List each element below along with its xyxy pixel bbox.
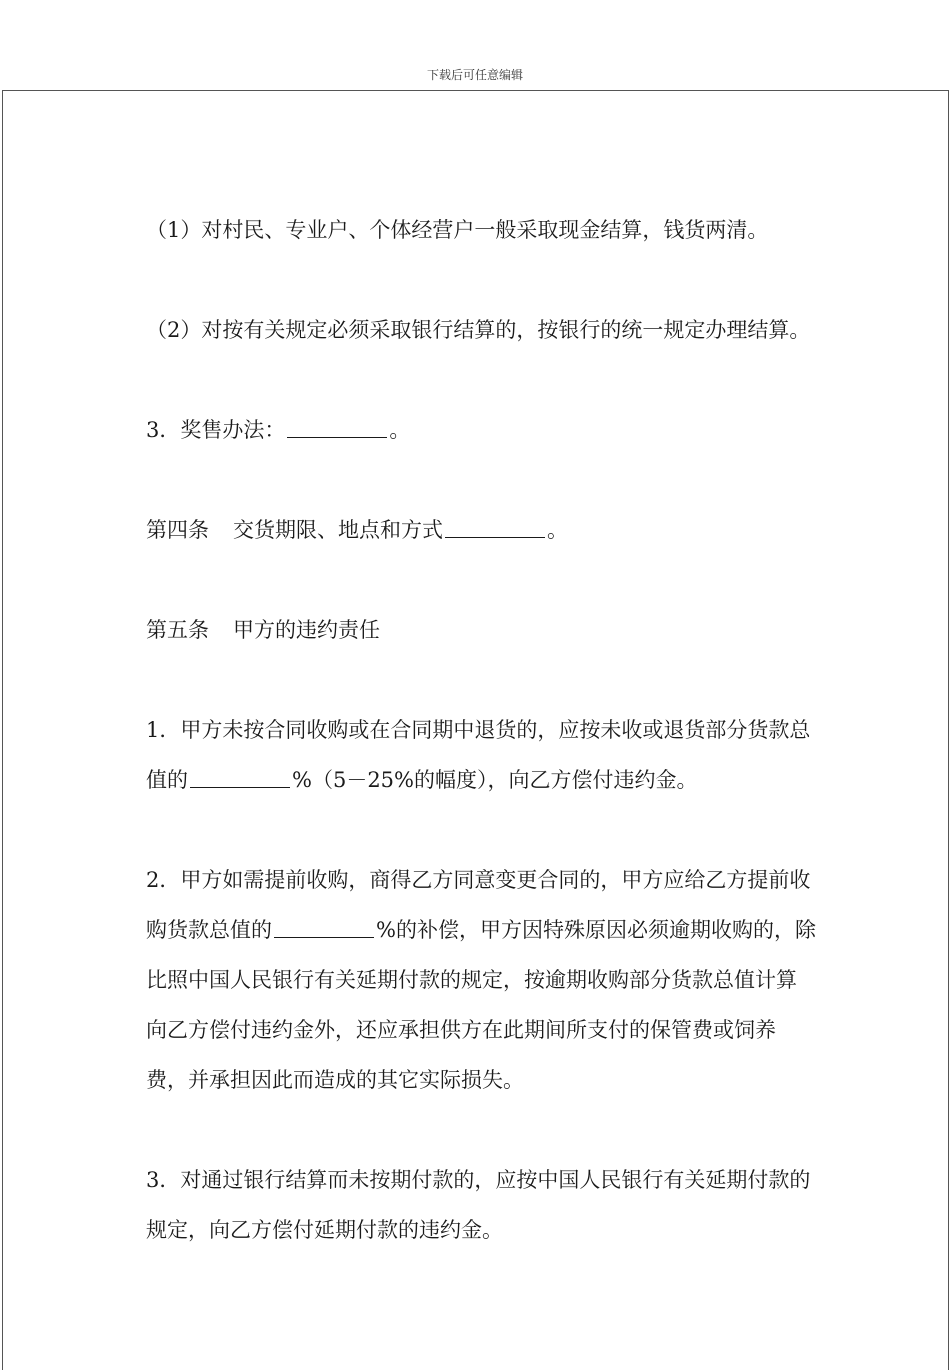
paragraph-text: （2）对按有关规定必须采取银行结算的，按银行的统一规定办理结算。 <box>146 318 811 342</box>
paragraph-text: 。 <box>547 518 568 542</box>
fill-in-blank[interactable] <box>274 915 374 938</box>
article-title: 交货期限、地点和方式 <box>233 518 443 542</box>
paragraph-text: 3．对通过银行结算而未按期付款的，应按中国人民银行有关延期付款的规定，向乙方偿付延期付款的违约金。 <box>146 1168 811 1242</box>
paragraph-text: 1．甲方未按合同收购或在合同期中退货的，应按未收或退货部分货款总值的 <box>146 718 811 792</box>
paragraph-text: 。 <box>389 418 411 442</box>
fill-in-blank[interactable] <box>190 765 290 788</box>
page-header-note: 下载后可任意编辑 <box>426 68 523 82</box>
paragraph-bank-settlement <box>146 305 816 355</box>
fill-in-blank[interactable] <box>287 415 387 438</box>
paragraph-text: %（5－25%的幅度），向乙方偿付违约金。 <box>292 768 698 792</box>
article-four <box>146 505 816 555</box>
paragraph-text: %的补偿，甲方因特殊原因必须逾期收购的，除比照中国人民银行有关延期付款的规定，按逾期收购部分货款总值计算向乙方偿付违约金外，还应承担供方在此期间所支付的保管费或饲养费，并承担因此而造成的其它实际损失。 <box>146 918 816 1092</box>
article-number: 第五条 <box>146 618 209 642</box>
paragraph-liability-1 <box>146 705 816 805</box>
fill-in-blank[interactable] <box>445 515 545 538</box>
document-body <box>146 205 816 1305</box>
article-number: 第四条 <box>146 518 209 542</box>
paragraph-reward-method <box>146 405 816 455</box>
paragraph-cash-settlement <box>146 205 816 255</box>
paragraph-text: 2．甲方如需提前收购，商得乙方同意变更合同的，甲方应给乙方提前收购货款总值的 <box>146 868 811 942</box>
paragraph-text: （1）对村民、专业户、个体经营户一般采取现金结算，钱货两清。 <box>146 218 769 242</box>
article-five <box>146 605 816 655</box>
paragraph-liability-3 <box>146 1155 816 1255</box>
article-title: 甲方的违约责任 <box>233 618 380 642</box>
paragraph-text: 3．奖售办法： <box>146 418 286 442</box>
paragraph-liability-2 <box>146 855 816 1105</box>
